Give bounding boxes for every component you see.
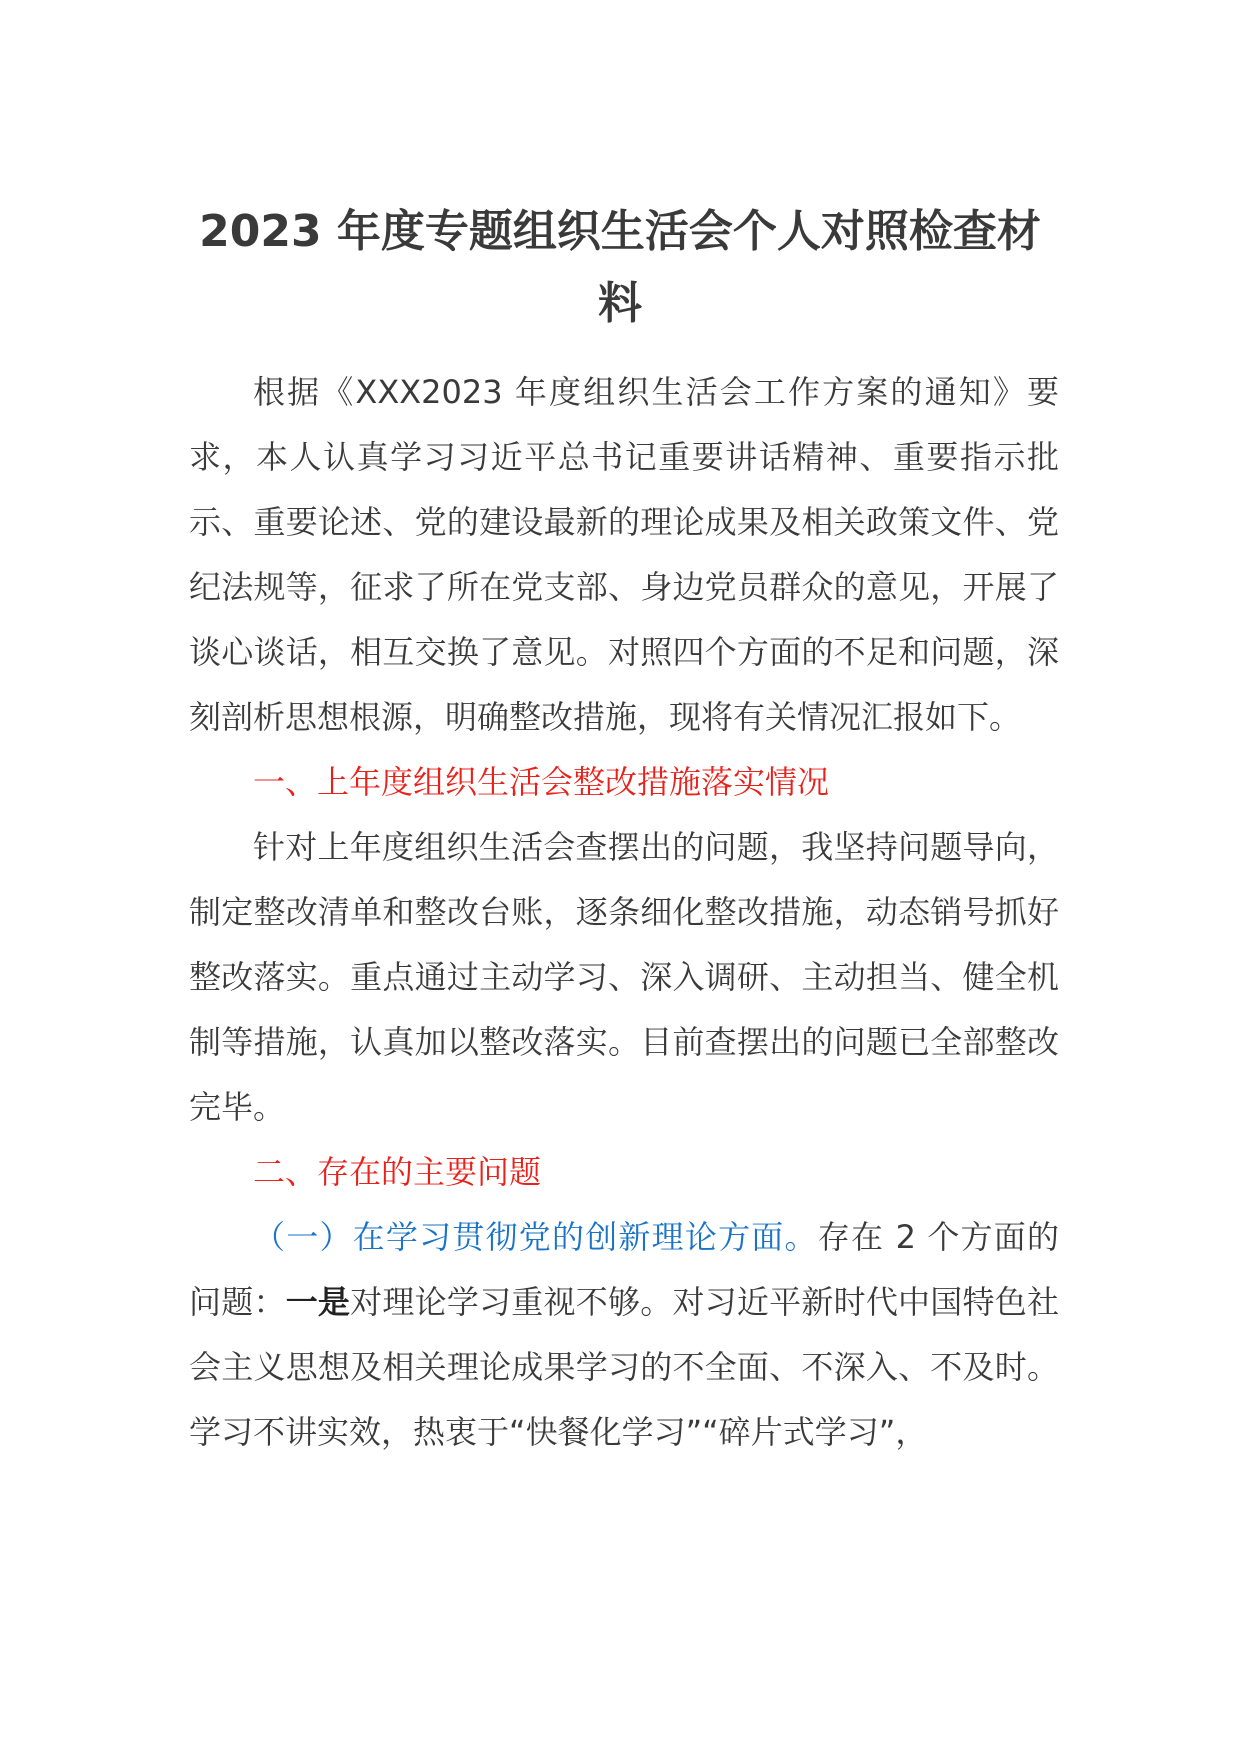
section-2-heading: 二、存在的主要问题 <box>253 1153 542 1191</box>
document-title: 2023 年度专题组织生活会个人对照检查材料 <box>199 206 1041 329</box>
section-2-sub-1-lead: 存在 2 个方面的问题： <box>189 1218 1059 1321</box>
document-body <box>189 360 1059 1465</box>
section-2-sub-1-heading: （一）在学习贯彻党的创新理论方面。 <box>253 1218 818 1256</box>
intro-paragraph: 根据《XXX2023 年度组织生活会工作方案的通知》要求，本人认真学习习近平总书记重要讲话精神、重要指示批示、重要论述、党的建设最新的理论成果及相关政策文件、党纪法规等，征求了所在党支部、身边党员群众的意见，开展了谈心谈话，相互交换了意见。对照四个方面的不足和问题，深刻剖析思想根源，明确整改措施，现将有关情况汇报如下。 <box>189 373 1059 736</box>
section-2-sub-1-paragraph <box>189 1205 1059 1465</box>
point-text: 对理论学习重视不够。对习近平新时代中国特色社会主义思想及相关理论成果学习的不全面、不深入、不及时。学习不讲实效，热衷于“快餐化学习”“碎片式学习”， <box>189 1283 1059 1451</box>
section-1-paragraph: 针对上年度组织生活会查摆出的问题，我坚持问题导向，制定整改清单和整改台账，逐条细化整改措施，动态销号抓好整改落实。重点通过主动学习、深入调研、主动担当、健全机制等措施，认真加以整改落实。目前查摆出的问题已全部整改完毕。 <box>189 828 1059 1126</box>
point-label: 一是 <box>285 1283 351 1321</box>
section-1-heading: 一、上年度组织生活会整改措施落实情况 <box>253 763 830 801</box>
